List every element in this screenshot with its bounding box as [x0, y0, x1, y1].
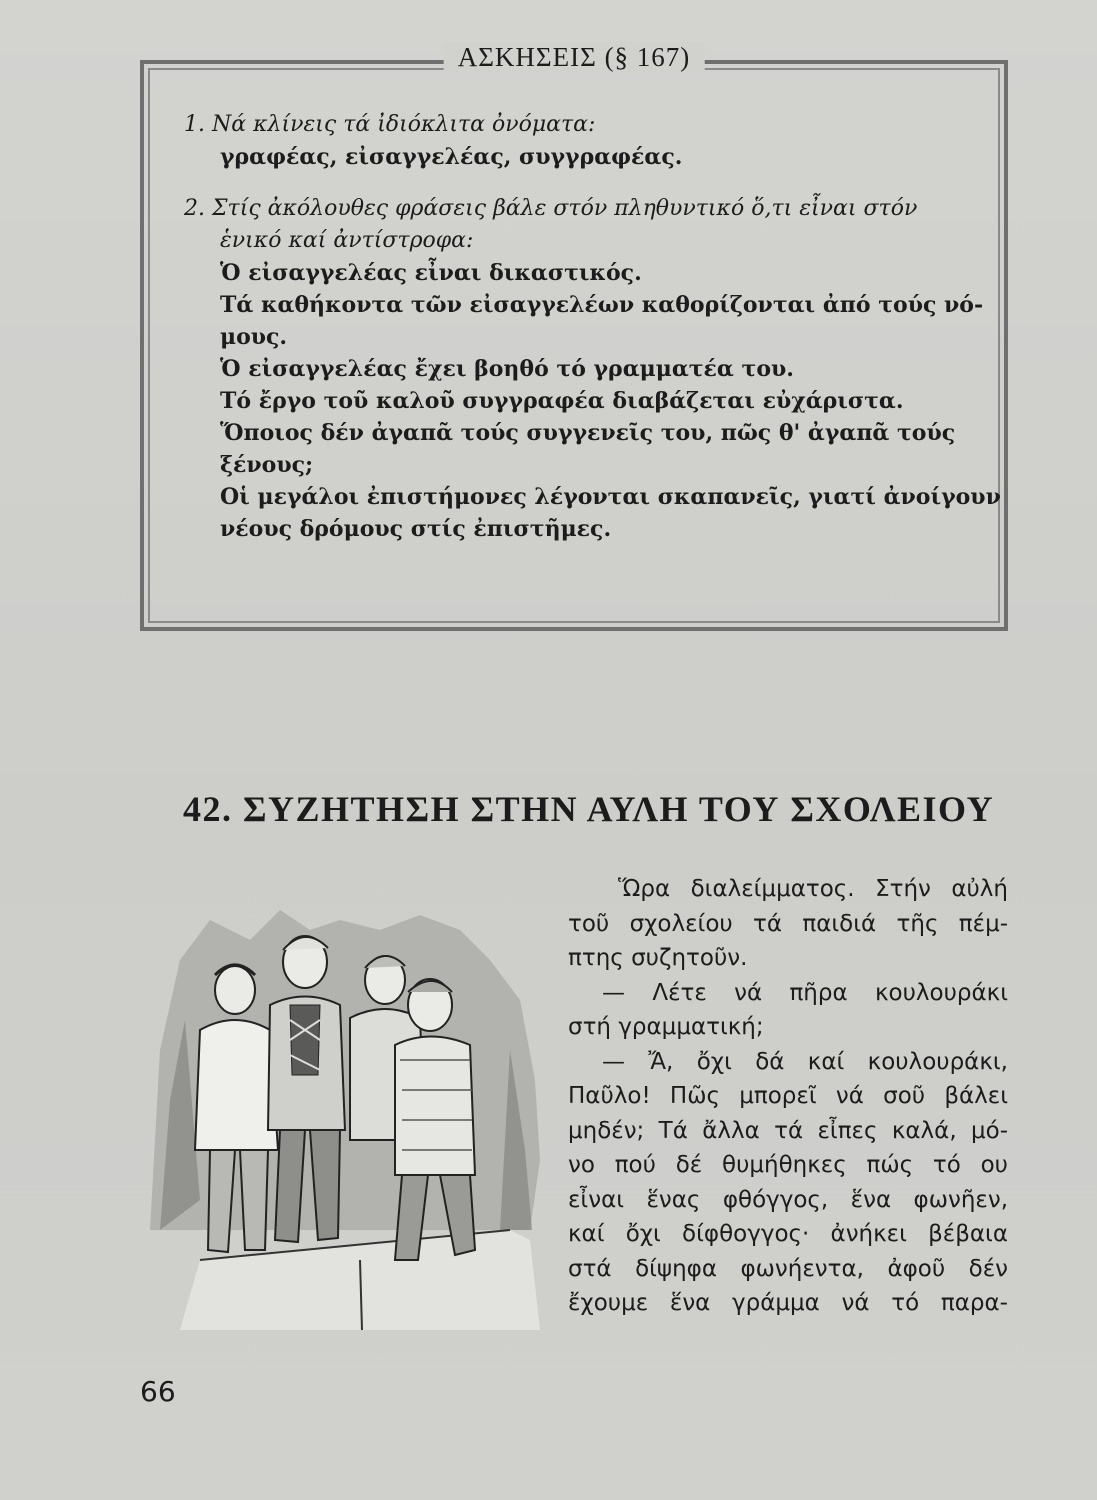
lesson-line: ἔχουμε ἕνα γράμμα νά τό παρα-: [568, 1290, 1008, 1316]
children-in-schoolyard-illustration: [140, 900, 550, 1330]
exercises-title: ΑΣΚΗΣΕΙΣ (§ 167): [444, 42, 705, 73]
lesson-line: στή γραμματική;: [568, 1014, 764, 1040]
exercise-2-instruction-cont: ἑνικό καί ἀντίστροφα:: [220, 228, 474, 253]
lesson-line: στά δίψηφα φωνήεντα, ἀφοῦ δέν: [568, 1255, 1008, 1282]
lesson-line: Παῦλο! Πῶς μπορεῖ νά σοῦ βάλει: [568, 1083, 1008, 1109]
lesson-line: Ὥρα διαλείμματος. Στήν αὐλή: [618, 876, 1008, 902]
exercise-1-instruction: 1. Νά κλίνεις τά ἰδιόκλιτα ὀνόματα:: [184, 112, 596, 137]
lesson-line: τοῦ σχολείου τά παιδιά τῆς πέμ-: [568, 910, 1008, 937]
exercise-2-line: Ὁ εἰσαγγελέας εἶναι δικαστικός.: [220, 260, 642, 286]
exercise-2-line: Οἱ μεγάλοι ἐπιστήμονες λέγονται σκαπανεῖς, γιατί ἀνοίγουν: [220, 484, 1001, 510]
lesson-line: πτης συζητοῦν.: [568, 945, 748, 971]
lesson-title: 42. ΣΥΖΗΤΗΣΗ ΣΤΗΝ ΑΥΛΗ ΤΟΥ ΣΧΟΛΕΙΟΥ: [183, 789, 995, 829]
exercise-2-instruction: 2. Στίς ἀκόλουθες φράσεις βάλε στόν πληθυντικό ὅ,τι εἶναι στόν: [184, 196, 918, 221]
exercise-1-words: γραφέας, εἰσαγγελέας, συγγραφέας.: [220, 144, 683, 170]
lesson-line: — Λέτε νά πῆρα κουλουράκι: [602, 979, 1008, 1006]
lesson-line: μηδέν; Τά ἄλλα τά εἶπες καλά, μό-: [568, 1117, 1008, 1144]
page-number: 66: [140, 1375, 176, 1408]
exercise-2-line: Τά καθήκοντα τῶν εἰσαγγελέων καθορίζονται ἀπό τούς νό-: [220, 292, 984, 318]
lesson-line: — Ἄ, ὄχι δά καί κουλουράκι,: [602, 1048, 1008, 1075]
exercise-2-line: μους.: [220, 324, 288, 350]
exercises-box: [140, 42, 1008, 631]
lesson-line: νο πού δέ θυμήθηκες πώς τό ου: [568, 1152, 1008, 1178]
lesson-line: εἶναι ἕνας φθόγγος, ἕνα φωνῆεν,: [568, 1186, 1008, 1213]
exercise-2-line: ξένους;: [220, 452, 314, 478]
exercise-2-line: νέους δρόμους στίς ἐπιστῆμες.: [220, 516, 612, 542]
lesson-text: [568, 872, 1008, 1321]
exercise-2-line: Ὅποιος δέν ἀγαπᾶ τούς συγγενεῖς του, πῶς θ' ἀγαπᾶ τούς: [220, 420, 956, 446]
exercise-2-line: Ὁ εἰσαγγελέας ἔχει βοηθό τό γραμματέα του.: [220, 356, 794, 382]
exercises-content: [184, 109, 1001, 545]
exercise-2-line: Τό ἔργο τοῦ καλοῦ συγγραφέα διαβάζεται εὐχάριστα.: [220, 388, 904, 414]
lesson-line: καί ὄχι δίφθογγος· ἀνήκει βέβαια: [568, 1221, 1008, 1247]
